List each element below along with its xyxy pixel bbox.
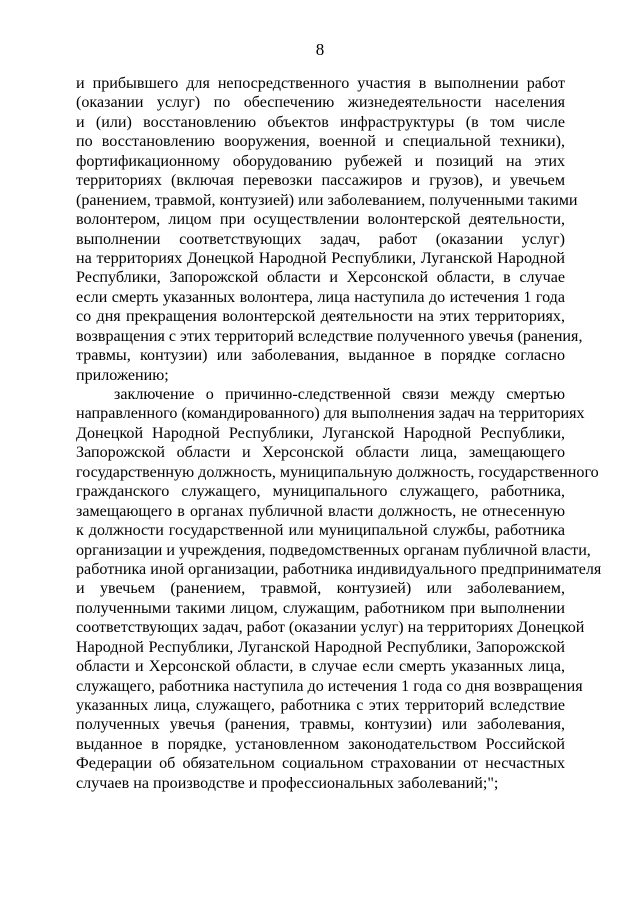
page-number: 8 xyxy=(315,40,325,59)
text-line: фортификационному оборудованию рубежей и позиций на этих xyxy=(76,152,565,170)
text-line: волонтером, лицом при осуществлении волонтерской деятельности, xyxy=(76,211,565,229)
paragraph xyxy=(76,74,583,385)
text-line: Народной Республики, Луганской Народной Республики, Запорожской xyxy=(76,638,565,656)
text-line: (ранением, травмой, контузией) или заболеванием, полученными такими xyxy=(76,191,578,209)
text-line: со дня прекращения волонтерской деятельности на этих территориях, xyxy=(76,308,565,326)
text-line: и (или) восстановлению объектов инфраструктуры (в том числе xyxy=(76,113,565,131)
text-line: (оказании услуг) по обеспечению жизнедеятельности населения xyxy=(76,94,565,112)
text-line: работника иной организации, работника индивидуального предпринимателя xyxy=(76,560,602,578)
text-line: выполнении соответствующих задач, работ (оказании услуг) xyxy=(76,230,565,248)
text-line: травмы, контузии) или заболевания, выданное в порядке согласно xyxy=(76,347,565,365)
text-line: территориях (включая перевозки пассажиров и грузов), и увечьем xyxy=(76,172,565,190)
text-line: области и Херсонской области, в случае если смерть указанных лица, xyxy=(76,658,565,676)
text-line: Федерации об обязательном социальном страховании от несчастных xyxy=(76,755,565,773)
text-line: если смерть указанных волонтера, лица наступила до истечения 1 года xyxy=(76,288,565,306)
body-text xyxy=(76,74,602,793)
text-line: замещающего в органах публичной власти должность, не отнесенную xyxy=(76,502,565,520)
text-line: возвращения с этих территорий вследствие полученного увечья (ранения, xyxy=(76,327,583,345)
text-line: Запорожской области и Херсонской области лица, замещающего xyxy=(76,444,565,462)
text-line: Донецкой Народной Республики, Луганской Народной Республики, xyxy=(76,424,565,442)
text-line: случаев на производстве и профессиональных заболеваний;"; xyxy=(76,774,499,792)
text-line: полученных увечья (ранения, травмы, контузии) или заболевания, xyxy=(76,716,565,734)
text-line: указанных лица, служащего, работника с этих территорий вследствие xyxy=(76,697,565,714)
paragraph xyxy=(76,385,602,793)
text-line: и увечьем (ранением, травмой, контузией) или заболеванием, xyxy=(76,580,565,598)
text-line: и прибывшего для непосредственного участия в выполнении работ xyxy=(76,75,565,92)
text-line: выданное в порядке, установленном законодательством Российской xyxy=(76,735,565,753)
text-line: государственную должность, муниципальную должность, государственного xyxy=(76,463,599,481)
text-line: направленного (командированного) для выполнения задач на территориях xyxy=(76,405,585,423)
text-line: организации и учреждения, подведомственных органам публичной власти, xyxy=(76,541,591,559)
text-line: гражданского служащего, муниципального служащего, работника, xyxy=(76,483,565,501)
text-line: служащего, работника наступила до истечения 1 года со дня возвращения xyxy=(76,677,583,695)
text-line: заключение о причинно-следственной связи между смертью xyxy=(114,386,565,403)
text-line: приложению; xyxy=(76,366,169,384)
text-line: к должности государственной или муниципальной службы, работника xyxy=(76,522,565,540)
text-line: полученными такими лицом, служащим, работником при выполнении xyxy=(76,599,565,617)
text-line: соответствующих задач, работ (оказании услуг) на территориях Донецкой xyxy=(76,619,585,637)
text-line: по восстановлению вооружения, военной и специальной техники), xyxy=(76,133,565,151)
text-line: Республики, Запорожской области и Херсонской области, в случае xyxy=(76,269,565,287)
text-line: на территориях Донецкой Народной Республики, Луганской Народной xyxy=(76,249,565,267)
